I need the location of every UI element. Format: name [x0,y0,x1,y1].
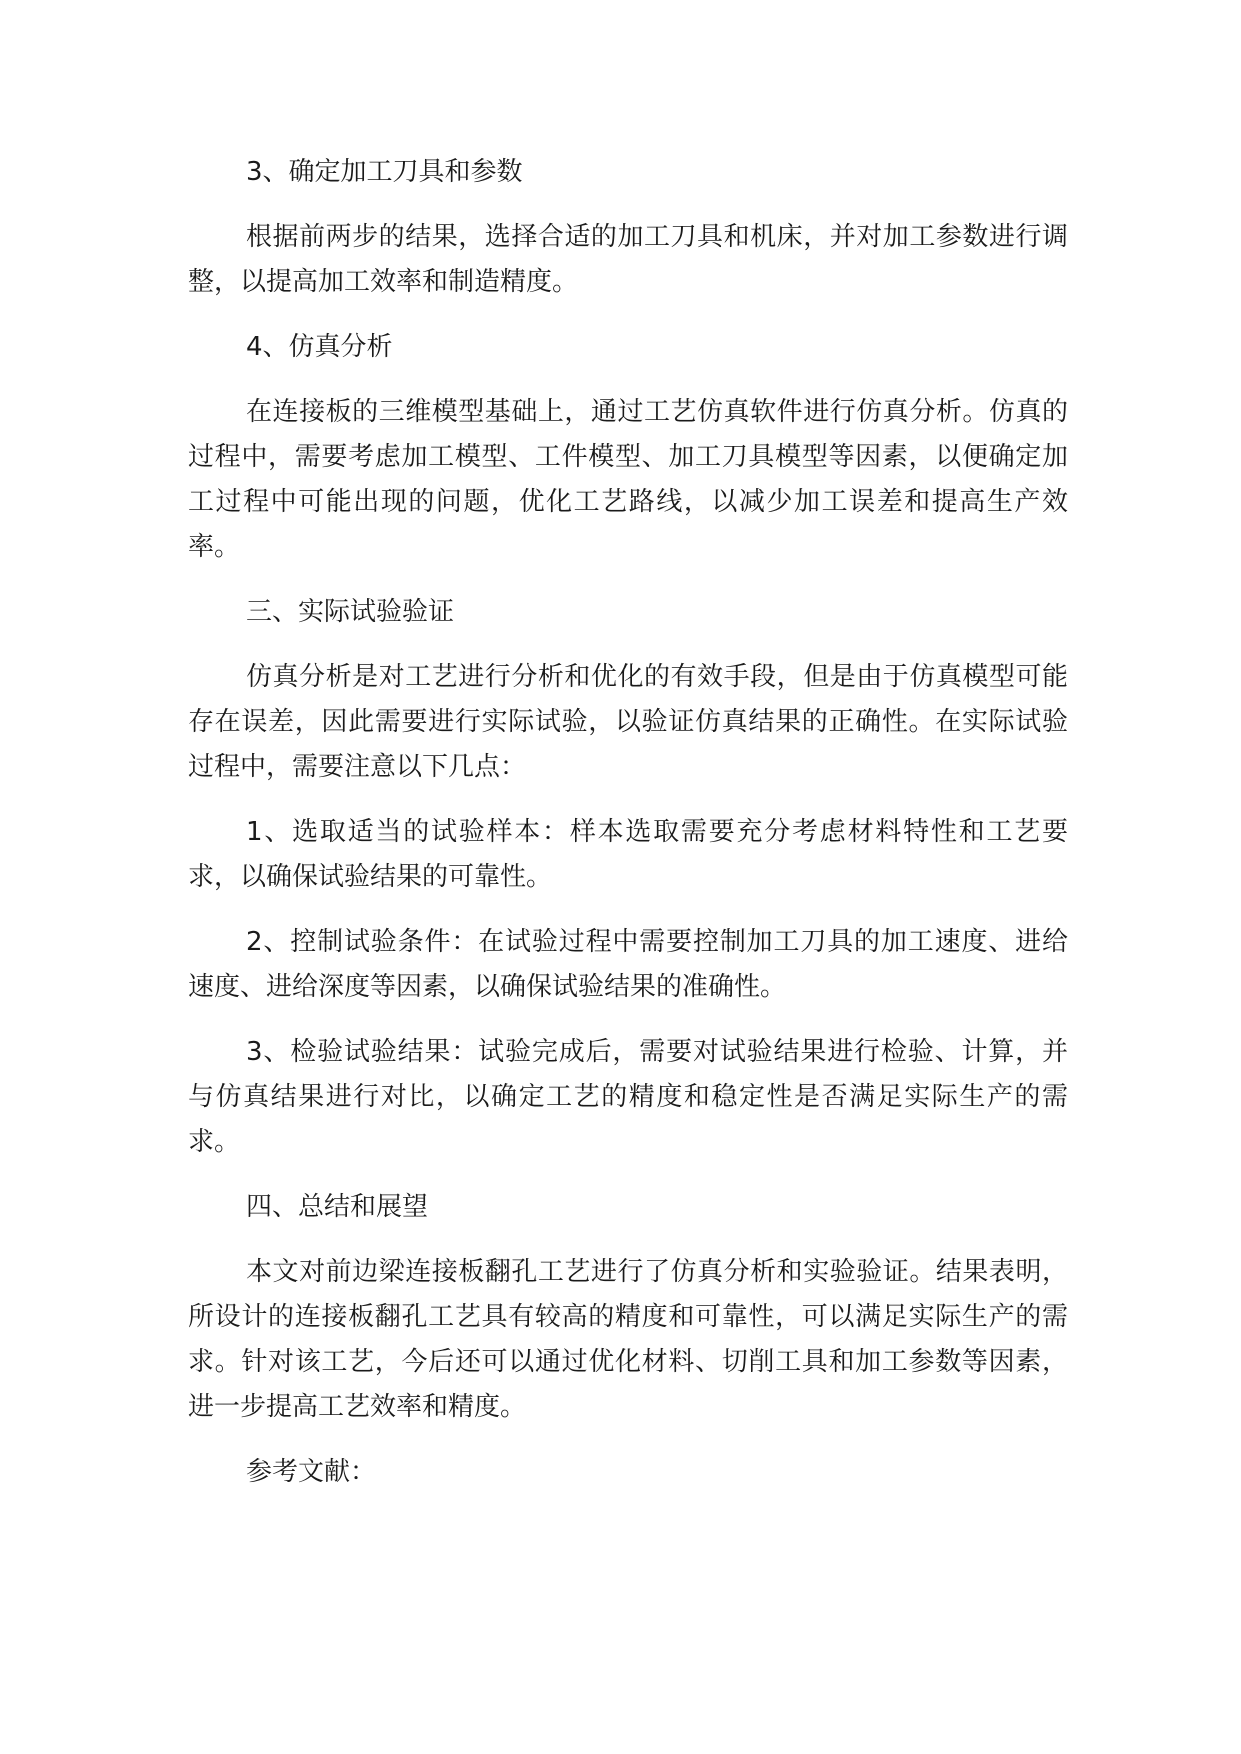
list-item-results: 3、检验试验结果：试验完成后，需要对试验结果进行检验、计算，并与仿真结果进行对比，以确定工艺的精度和稳定性是否满足实际生产的需求。 [188,1037,1068,1157]
paragraph-summary: 本文对前边梁连接板翻孔工艺进行了仿真分析和实验验证。结果表明，所设计的连接板翻孔工艺具有较高的精度和可靠性，可以满足实际生产的需求。针对该工艺，今后还可以通过优化材料、切削工具和加工参数等因素，进一步提高工艺效率和精度。 [188,1257,1068,1422]
list-item-sample: 1、选取适当的试验样本：样本选取需要充分考虑材料特性和工艺要求，以确保试验结果的可靠性。 [188,817,1068,892]
paragraph-tools: 根据前两步的结果，选择合适的加工刀具和机床，并对加工参数进行调整，以提高加工效率和制造精度。 [188,222,1068,297]
paragraph-experiment-intro: 仿真分析是对工艺进行分析和优化的有效手段，但是由于仿真模型可能存在误差，因此需要进行实际试验，以验证仿真结果的正确性。在实际试验过程中，需要注意以下几点： [188,662,1068,782]
document-body [188,150,1068,1515]
heading-determine-tools: 3、确定加工刀具和参数 [246,157,523,187]
heading-simulation-analysis: 4、仿真分析 [246,332,393,362]
paragraph-simulation: 在连接板的三维模型基础上，通过工艺仿真软件进行仿真分析。仿真的过程中，需要考虑加工模型、工件模型、加工刀具模型等因素，以便确定加工过程中可能出现的问题，优化工艺路线，以减少加工误差和提高生产效率。 [188,397,1068,562]
heading-experiment-verification: 三、实际试验验证 [246,597,455,627]
heading-summary: 四、总结和展望 [246,1192,429,1222]
list-item-conditions: 2、控制试验条件：在试验过程中需要控制加工刀具的加工速度、进给速度、进给深度等因素，以确保试验结果的准确性。 [188,927,1068,1002]
heading-references: 参考文献： [246,1457,377,1487]
